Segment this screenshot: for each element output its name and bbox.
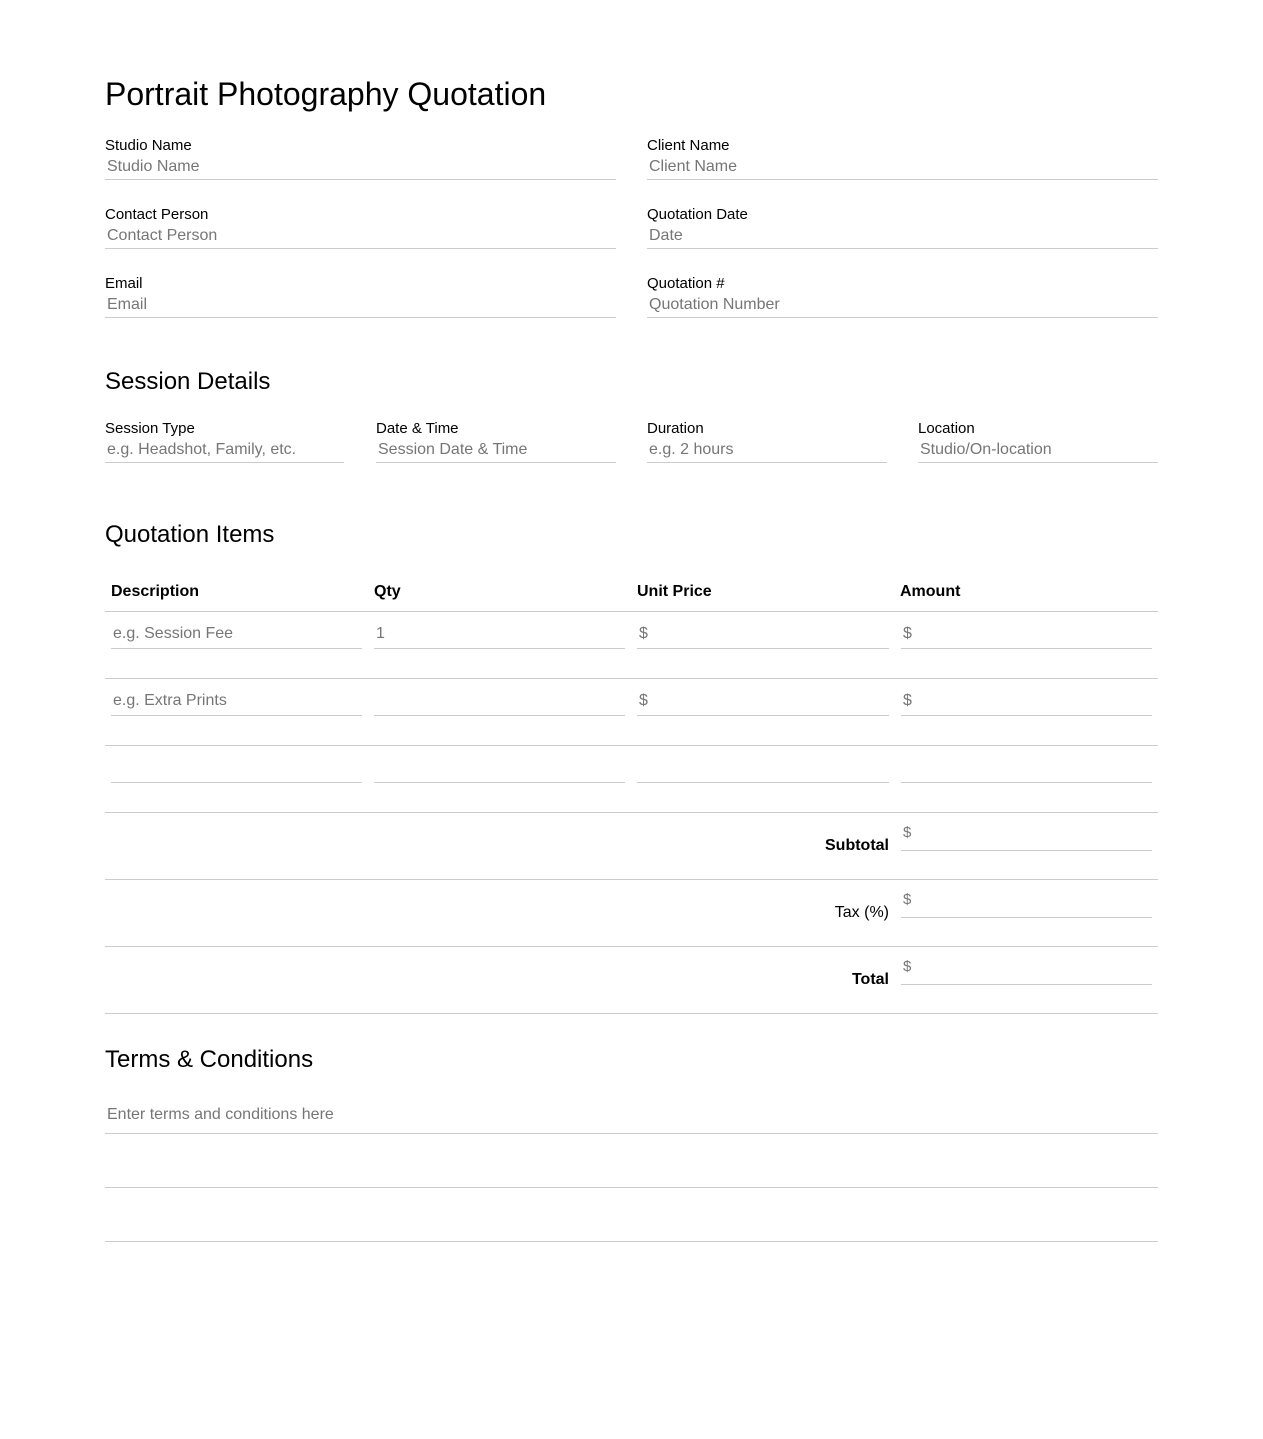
terms-textarea[interactable]: Enter terms and conditions here (105, 1102, 1158, 1134)
client-name-input[interactable]: Client Name (647, 156, 1158, 180)
duration-input[interactable]: e.g. 2 hours (647, 439, 887, 463)
qty-input[interactable] (374, 757, 625, 783)
field-label: Duration (647, 420, 704, 437)
column-header-description: Description (111, 583, 200, 600)
unit-price-input[interactable]: $ (637, 690, 889, 716)
amount-input[interactable] (901, 757, 1152, 783)
page-title: Portrait Photography Quotation (105, 76, 547, 112)
studio-name-input[interactable]: Studio Name (105, 156, 616, 180)
field-label: Location (918, 420, 975, 437)
amount-input[interactable]: $ (901, 623, 1152, 649)
amount-input[interactable]: $ (901, 690, 1152, 716)
field-label: Date & Time (376, 420, 459, 437)
field-label: Email (105, 275, 143, 292)
email-input[interactable]: Email (105, 294, 616, 318)
total-label: Total (851, 971, 889, 988)
terms-heading: Terms & Conditions (105, 1046, 314, 1073)
field-label: Contact Person (105, 206, 209, 223)
unit-price-input[interactable]: $ (637, 623, 889, 649)
subtotal-label: Subtotal (825, 837, 889, 854)
terms-line (105, 1241, 1158, 1242)
session-type-input[interactable]: e.g. Headshot, Family, etc. (105, 439, 344, 463)
table-divider (105, 611, 1158, 612)
qty-input[interactable]: 1 (374, 623, 625, 649)
qty-input[interactable] (374, 690, 625, 716)
field-label: Quotation Date (647, 206, 748, 223)
location-input[interactable]: Studio/On-location (918, 439, 1158, 463)
table-divider (105, 812, 1158, 813)
table-divider (105, 879, 1158, 880)
field-label: Session Type (105, 420, 195, 437)
table-divider (105, 946, 1158, 947)
column-header-unit-price: Unit Price (637, 583, 712, 600)
column-header-amount: Amount (900, 583, 961, 600)
field-label: Client Name (647, 137, 730, 154)
field-label: Studio Name (105, 137, 192, 154)
unit-price-input[interactable] (637, 757, 889, 783)
table-divider (105, 745, 1158, 746)
quotation-date-input[interactable]: Date (647, 225, 1158, 249)
terms-line (105, 1187, 1158, 1188)
quotation-number-input[interactable]: Quotation Number (647, 294, 1158, 318)
description-input[interactable] (111, 757, 362, 783)
subtotal-input[interactable]: $ (901, 825, 1152, 851)
contact-person-input[interactable]: Contact Person (105, 225, 616, 249)
table-divider (105, 1013, 1158, 1014)
tax-input[interactable]: $ (901, 892, 1152, 918)
table-divider (105, 678, 1158, 679)
quotation-items-heading: Quotation Items (105, 521, 275, 548)
tax-label: Tax (%) (834, 904, 889, 921)
column-header-qty: Qty (374, 583, 401, 600)
session-details-heading: Session Details (105, 368, 271, 395)
description-input[interactable]: e.g. Session Fee (111, 623, 362, 649)
description-input[interactable]: e.g. Extra Prints (111, 690, 362, 716)
total-input[interactable]: $ (901, 959, 1152, 985)
field-label: Quotation # (647, 275, 725, 292)
session-datetime-input[interactable]: Session Date & Time (376, 439, 616, 463)
